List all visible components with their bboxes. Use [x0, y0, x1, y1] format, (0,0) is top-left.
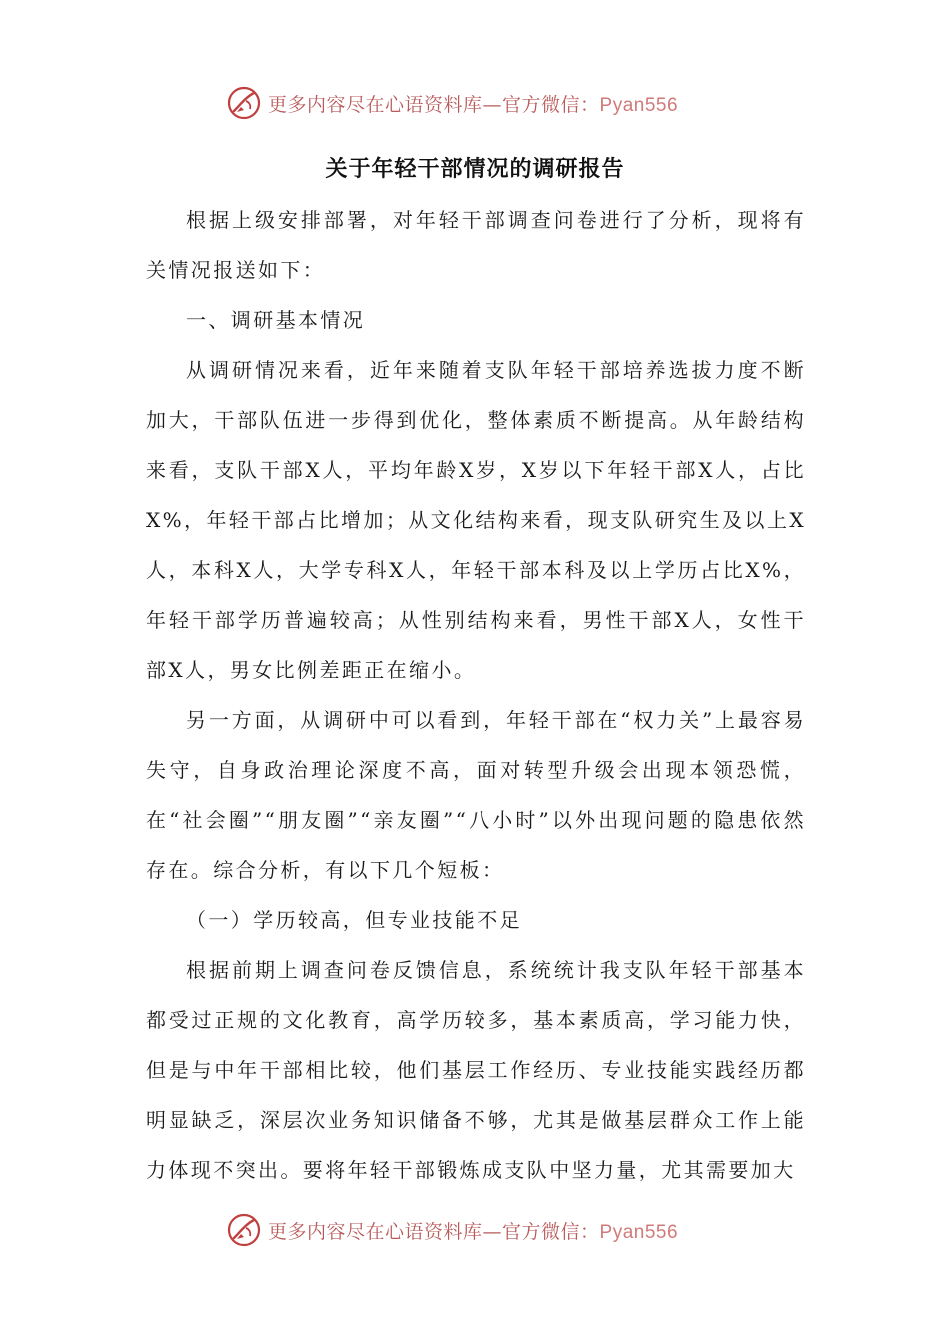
paragraph-shortcomings: 另一方面，从调研中可以看到，年轻干部在“权力关”上最容易失守，自身政治理论深度不高，面对转型升级会出现本领恐慌，在“社会圈”“朋友圈”“亲友圈”“八小时”以外出现问题的隐患依然存在。综合分析，有以下几个短板：: [146, 708, 806, 882]
watermark-footer: [226, 1210, 746, 1250]
watermark-dash: —: [482, 93, 503, 116]
paragraph-education: 根据前期上调查问卷反馈信息，系统统计我支队年轻干部基本都受过正规的文化教育，高学历较多，基本素质高，学习能力快，但是与中年干部相比较，他们基层工作经历、专业技能实践经历都明显缺乏，深层次业务知识储备不够，尤其是做基层群众工作上能力体现不突出。要将年轻干部锻炼成支队中坚力量，尤其需要加大: [146, 958, 806, 1182]
watermark-id: Pyan556: [599, 1221, 679, 1243]
watermark-text: [268, 90, 678, 117]
pen-logo-icon: [226, 1212, 262, 1248]
section-heading-1: 一、调研基本情况: [186, 308, 366, 332]
document-title: 关于年轻干部情况的调研报告: [325, 157, 625, 182]
watermark-main: 更多内容尽在心语资料库: [268, 1220, 483, 1243]
pen-logo-icon: [226, 85, 262, 121]
paragraph-structure: 从调研情况来看，近年来随着支队年轻干部培养选拔力度不断加大，干部队伍进一步得到优化，整体素质不断提高。从年龄结构来看，支队干部X人，平均年龄X岁，X岁以下年轻干部X人，占比X%，年轻干部占比增加；从文化结构来看，现支队研究生及以上X人，本科X人，大学专科X人，年轻干部本科及以上学历占比X%，年轻干部学历普遍较高；从性别结构来看，男性干部X人，女性干部X人，男女比例差距正在缩小。: [146, 358, 806, 682]
watermark-main: 更多内容尽在心语资料库: [268, 93, 483, 116]
paragraph-intro: 根据上级安排部署，对年轻干部调查问卷进行了分析，现将有关情况报送如下：: [146, 208, 806, 282]
watermark-id: Pyan556: [599, 94, 679, 116]
watermark-header: [226, 83, 746, 123]
document-body: [146, 195, 806, 1195]
watermark-official: 官方微信：: [502, 1220, 600, 1243]
subsection-heading-1: （一）学历较高，但专业技能不足: [186, 908, 522, 932]
watermark-text: [268, 1217, 678, 1244]
watermark-official: 官方微信：: [502, 93, 600, 116]
watermark-dash: —: [482, 1220, 503, 1243]
